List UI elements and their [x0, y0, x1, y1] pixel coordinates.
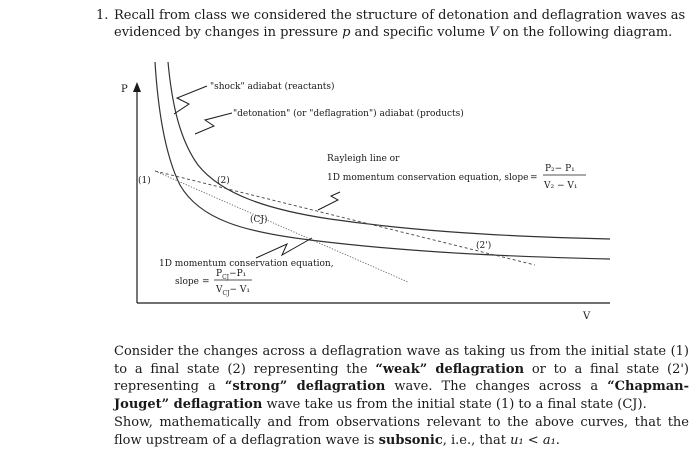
p1-bold-strong: “strong” deflagration: [224, 379, 386, 394]
p2-math-inequality: u₁ < a₁: [510, 432, 556, 448]
paragraph-show-subsonic: [114, 414, 689, 449]
cj-num-p: P: [216, 269, 223, 279]
p2-text-c: .: [555, 432, 560, 448]
point-cj-label: (CJ): [250, 215, 268, 225]
cj-eq-label: 1D momentum conservation equation,: [159, 259, 334, 269]
paragraph-deflagration-states: [114, 343, 689, 413]
q-var-p: p: [342, 25, 351, 40]
cj-eq-leader-line: [256, 238, 312, 258]
rayleigh-label-line2: 1D momentum conservation equation, slope: [327, 173, 529, 183]
p2-bold-subsonic: subsonic: [378, 432, 443, 448]
detonation-leader-line: [195, 113, 232, 134]
rayleigh-leader-line: [318, 192, 340, 210]
cj-den-sub: CJ: [222, 290, 230, 297]
point-2prime-label: (2'): [476, 241, 492, 251]
cj-num-sub: CJ: [222, 274, 230, 281]
x-axis-label: V: [583, 311, 591, 322]
cj-slope-numerator: [216, 269, 246, 281]
p1-text-c: wave. The changes across a: [385, 379, 608, 394]
point-1-label: (1): [138, 176, 151, 186]
p1-bold-weak: “weak” deflagration: [375, 361, 525, 377]
p2-text-a: Show, mathematically and from observations relevant to the above curves, that the flow upstream of a deflagration wave is: [114, 415, 689, 448]
p1-text-a: Consider the changes across a deflagration wave as taking us from the initial state (1) to a final state (2) representing the: [114, 344, 689, 377]
cj-num-rest: −P₁: [229, 269, 247, 279]
rayleigh-eq-sign: =: [530, 173, 538, 183]
y-axis-arrow: [133, 82, 141, 92]
p1-bold-cj: “Chapman-Jouget” deflagration: [114, 379, 690, 412]
cj-eq-sign: =: [202, 277, 210, 287]
y-axis-label: P: [121, 84, 128, 95]
rayleigh-slope-denominator: V₂ − V₁: [544, 181, 578, 191]
q-text-c: on the following diagram.: [498, 25, 673, 40]
p1-text-d: wave take us from the initial state (1) to a final state (CJ).: [262, 396, 647, 412]
cj-slope-label: slope: [175, 277, 200, 287]
q-var-v: V: [489, 25, 499, 40]
cj-den-v: V: [216, 285, 223, 295]
point-2-label: (2): [217, 176, 230, 186]
p2-text-b: , i.e., that: [442, 432, 511, 448]
p1-text-b: or to a final state (2') representing a: [114, 361, 690, 394]
detonation-adiabat-label: "detonation" (or "deflagration") adiabat (products): [233, 109, 464, 119]
rayleigh-slope-numerator: P₂− P₁: [545, 164, 575, 174]
cj-den-rest: − V₁: [229, 285, 251, 295]
q-text-a: evidenced by changes in pressure: [114, 25, 343, 40]
q-text-b: and specific volume: [350, 25, 490, 40]
shock-adiabat-label: "shock" adiabat (reactants): [210, 82, 335, 92]
shock-leader-line: [174, 86, 207, 114]
question-line1: Recall from class we considered the structure of detonation and deflagration waves as: [114, 8, 686, 23]
question-number: 1.: [96, 8, 109, 23]
rayleigh-label-line1: Rayleigh line or: [327, 154, 400, 164]
cj-slope-denominator: [215, 285, 250, 297]
